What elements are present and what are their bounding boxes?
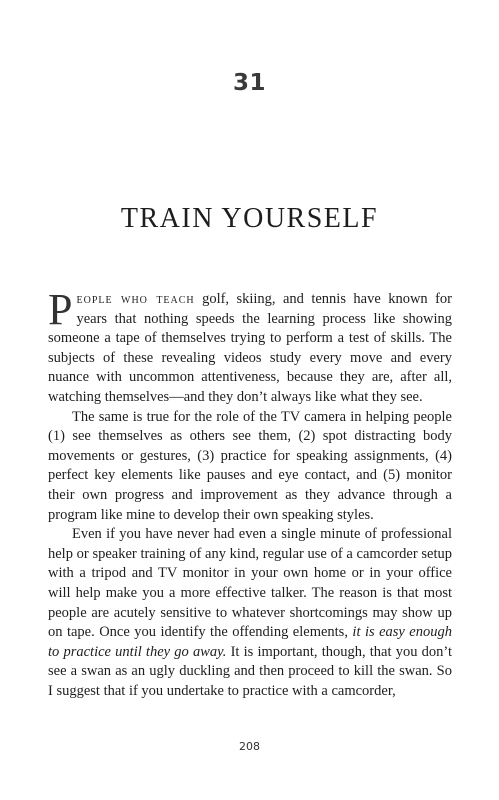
paragraph-3-text-before: Even if you have never had even a single minute of professional help or speaker training of any kind, regular use of a camcorder setup with a tripod and TV monitor in your own home or in your office will help make you a more effective talker. The reason is that most people are acutely sensitive to whatever shortcomings may show up on tape. Once you identify the offending elements, [48, 526, 452, 641]
paragraph-2: The same is true for the role of the TV camera in helping people (1) see themselves as others see them, (2) spot distracting body movements or gestures, (3) practice for speaking assignments, (4) perfect key elements like pauses and eye contact, and (5) monitor their own progress and improvement as they advance through a program like mine to develop their own speaking styles. [48, 408, 452, 523]
chapter-number: 31 [232, 70, 266, 96]
drop-cap: P [48, 285, 73, 334]
paragraph-3-text-after: It is important, though, that you don’t see a swan as an ugly duckling and then proceed to kill the swan. So I suggest that if you undertake to practice with a camcorder, [48, 643, 452, 699]
emphasized-text: it is easy enough to practice until they go away. [48, 624, 452, 660]
chapter-body [48, 285, 452, 701]
paragraph-3 [48, 525, 452, 701]
chapter-title: TRAIN YOURSELF [120, 203, 379, 234]
paragraph-1 [48, 285, 452, 408]
page-number: 208 [239, 740, 260, 753]
lead-in-small-caps: eople who teach [76, 291, 195, 307]
paragraph-1-text: golf, skiing, and tennis have known for years that nothing speeds the learning process like showing someone a tape of themselves trying to perform a test of skills. The subjects of these revealing videos study every move and every nuance with uncommon attentiveness, because they are, after all, watching themselves—and they don’t always like what they see. [48, 291, 452, 405]
